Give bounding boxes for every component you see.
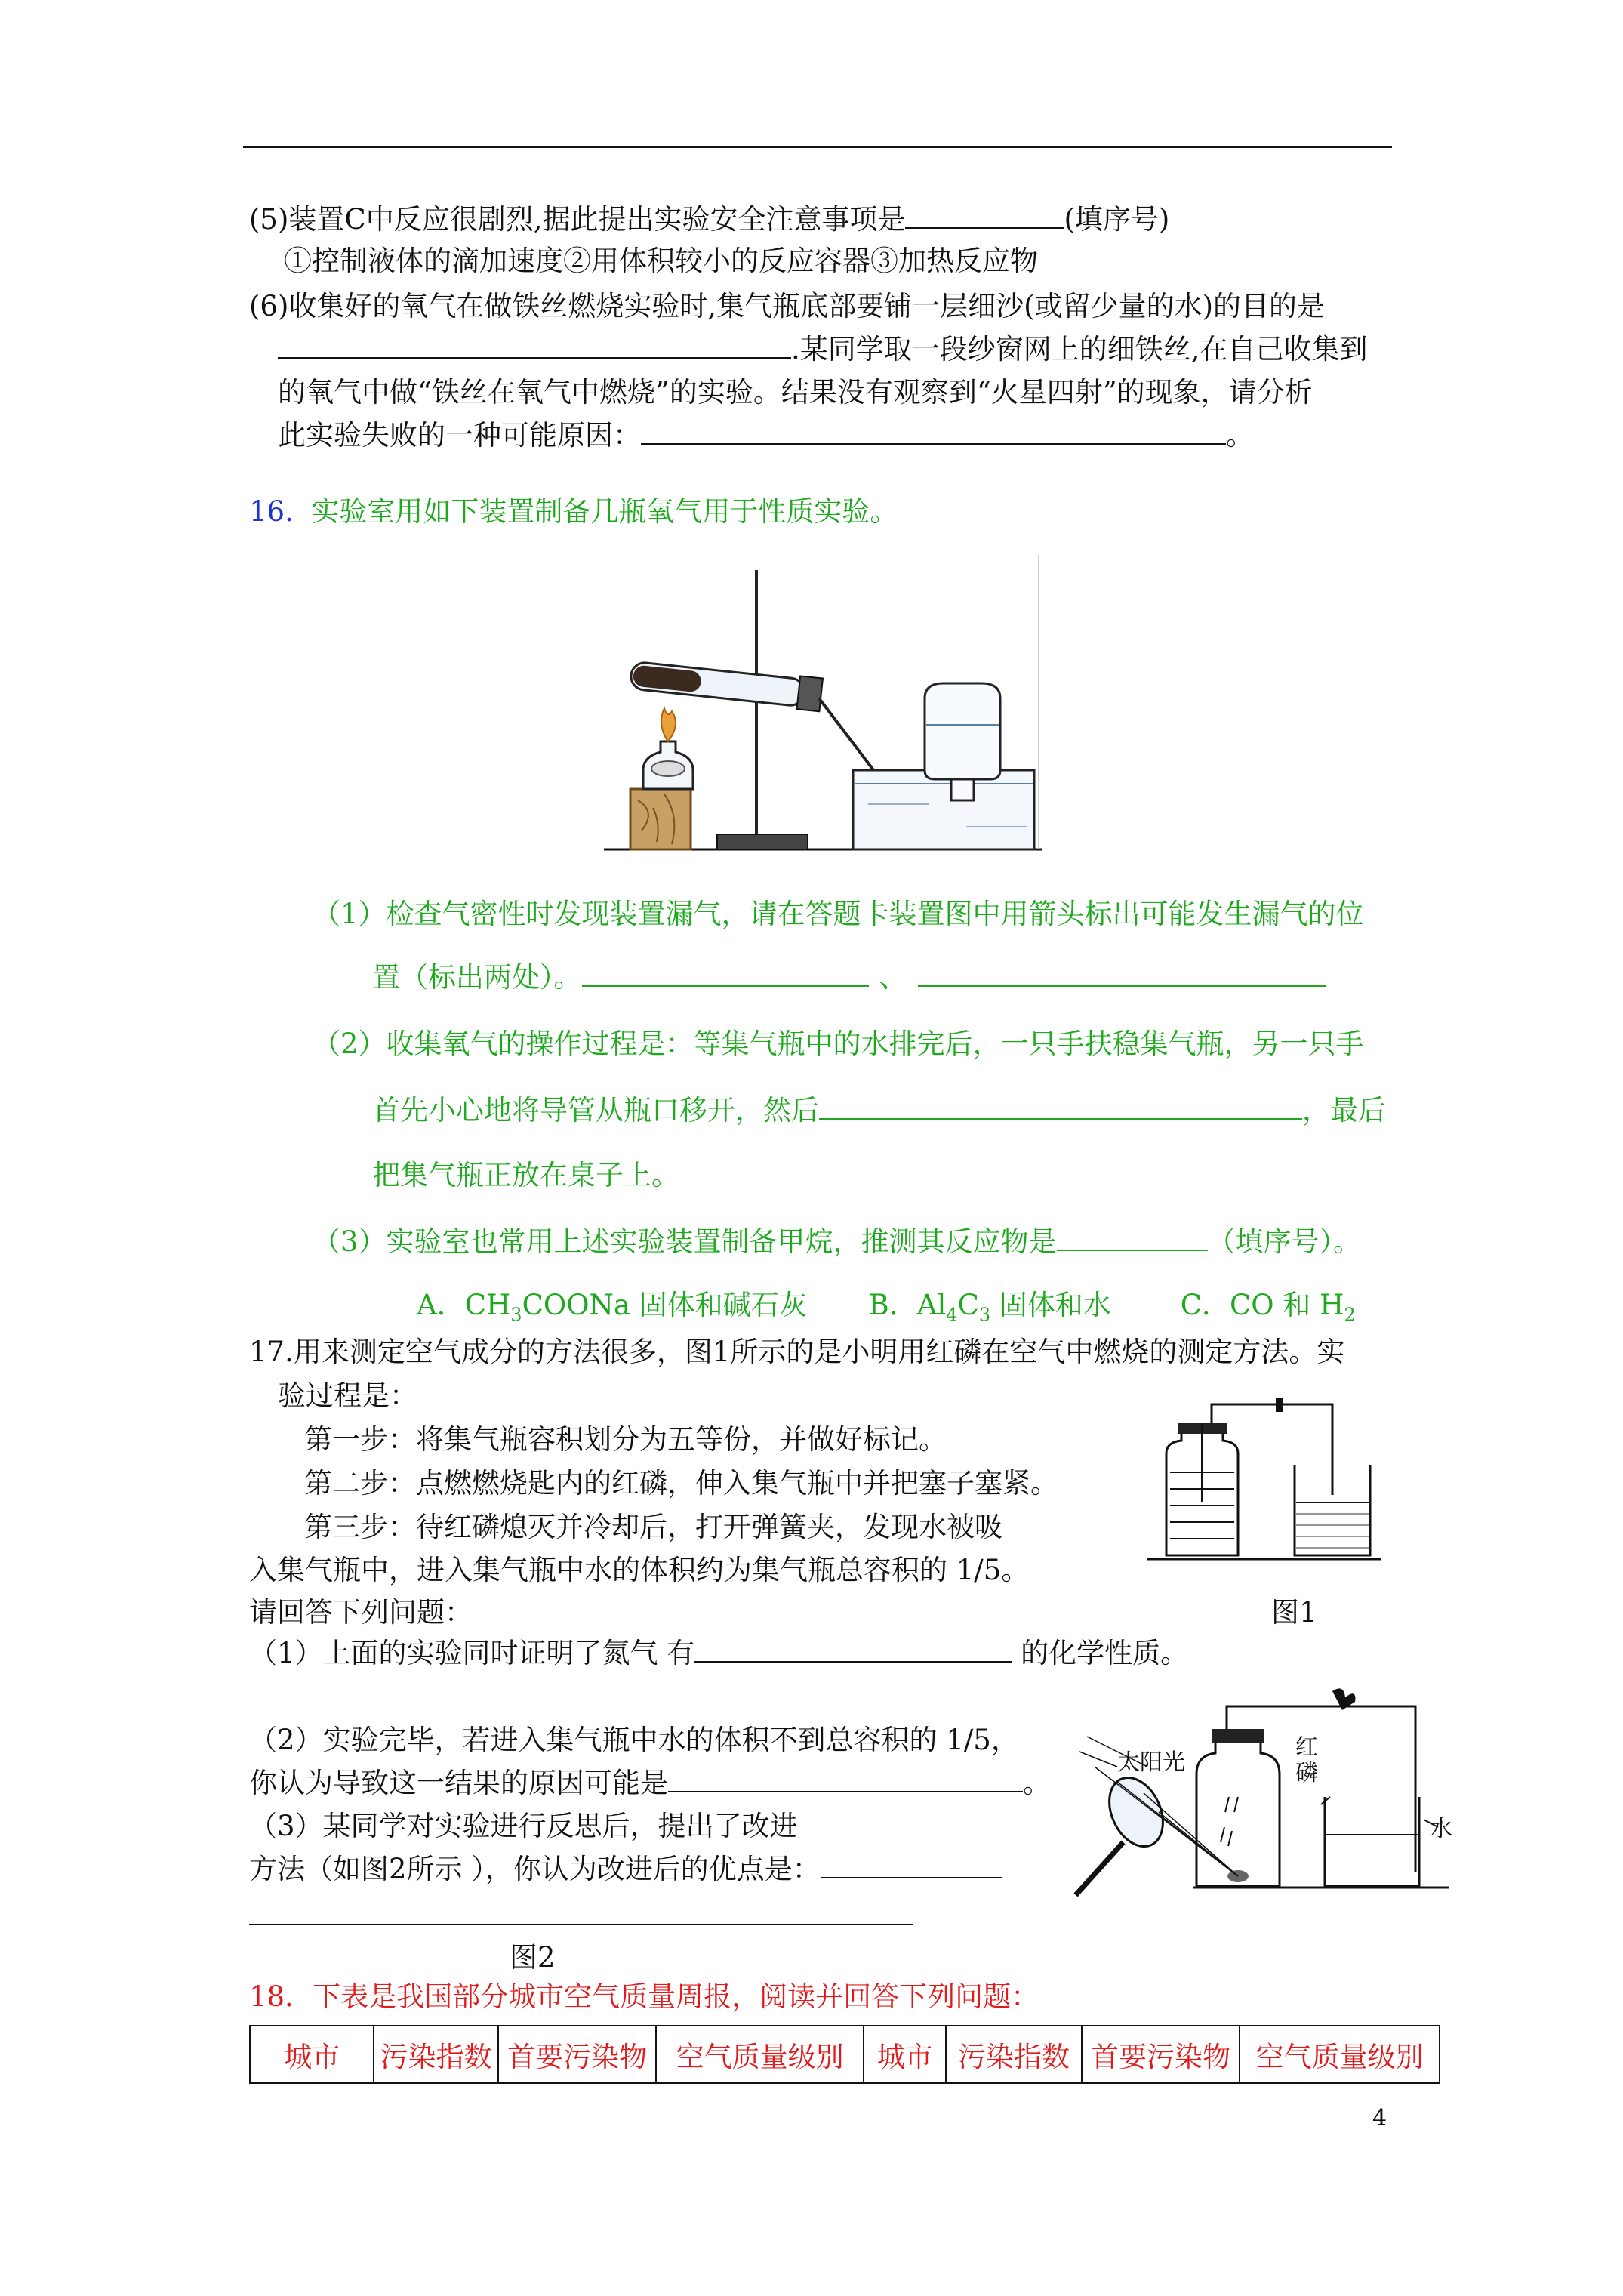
q16-option-a[interactable]: A．$CH_3COONa$ 固体和碱石灰: [417, 1289, 807, 1326]
q18-stem: 18．下表是我国部分城市空气质量周报，阅读并回答下列问题：: [249, 1980, 1039, 2013]
q17-step2: 第二步：点燃燃烧匙内的红磷，伸入集气瓶中并把塞子塞紧。: [304, 1467, 1058, 1499]
q17-fig1-caption: 图1: [1271, 1596, 1317, 1629]
flame: [661, 708, 676, 741]
q16-p2-line2: 首先小心地将导管从瓶口移开，然后 ，最后: [372, 1094, 1386, 1126]
q15-p5: (5)装置C中反应很剧烈,据此提出实验安全注意事项是 (填序号): [249, 203, 1170, 236]
q15-p6-line3: 的氧气中做“铁丝在氧气中燃烧”的实验。结果没有观察到“火星四射”的现象，请分析: [278, 376, 1313, 408]
water-trough: [853, 770, 1034, 849]
q17-line2: 验过程是：: [278, 1379, 417, 1412]
air-quality-table: [249, 2025, 1440, 2084]
iron-stand-base: [717, 834, 808, 849]
label-water: 水: [1430, 1816, 1452, 1842]
q17-p3-line2: 方法（如图2所示 ），你认为改进后的优点是：: [249, 1852, 1002, 1887]
q15-p6-blank1[interactable]: [278, 334, 791, 359]
q16-p3-blank[interactable]: [1057, 1227, 1208, 1251]
q16-stem: 16. 实验室用如下装置制备几瓶氧气用于性质实验。: [249, 495, 898, 528]
q16-p1-blank1[interactable]: [582, 963, 869, 987]
q17-p1-blank[interactable]: [694, 1638, 1012, 1663]
q15-p6-line2: .某同学取一段纱窗网上的细铁丝,在自己收集到: [278, 332, 1368, 367]
q16-option-c[interactable]: C．CO 和 $H_2$: [1180, 1289, 1356, 1326]
q17-p1: （1）上面的实验同时证明了氮气 有 的化学性质。: [249, 1637, 1189, 1669]
q17-p3-blank2[interactable]: [249, 1924, 913, 1925]
q17-step3: 第三步：待红磷熄灭并冷却后，打开弹簧夹，发现水被吸: [304, 1511, 1002, 1543]
label-red-phosphorus-2: 磷: [1295, 1760, 1318, 1786]
header-primary-pollutant-2: 首要污染物: [1082, 2026, 1240, 2083]
wood-block: [630, 789, 691, 849]
q17-figure-2: [1064, 1684, 1457, 1903]
q16-p2-line1: （2）收集氧气的操作过程是：等集气瓶中的水排完后，一只手扶稳集气瓶，另一只手: [313, 1028, 1364, 1060]
header-city-2: 城市: [864, 2026, 946, 2083]
q15-p5-blank[interactable]: [905, 205, 1064, 229]
q16-options: [417, 1288, 1356, 1332]
q16-p3: （3）实验室也常用上述实验装置制备甲烷，推测其反应物是 （填序号）。: [313, 1225, 1362, 1258]
label-sunlight: 太阳光: [1117, 1749, 1185, 1776]
q17-p3-blank1[interactable]: [821, 1854, 1002, 1878]
q17-step3b: 入集气瓶中，进入集气瓶中水的体积约为集气瓶总容积的 1/5。: [249, 1554, 1030, 1586]
table-header-row: [250, 2026, 1440, 2083]
gas-collecting-bottle: [925, 683, 1000, 779]
q16-p2-line3: 把集气瓶正放在桌子上。: [372, 1159, 679, 1191]
header-air-quality-level-1: 空气质量级别: [656, 2026, 864, 2083]
q16-option-b[interactable]: B．$Al_4C_3$ 固体和水: [868, 1289, 1111, 1326]
q17-p2-line2: 你认为导致这一结果的原因可能是 。: [249, 1767, 1051, 1799]
header-pollution-index-1: 污染指数: [374, 2026, 497, 2083]
q17-p2-blank[interactable]: [668, 1768, 1023, 1792]
q17-p3-line1: （3）某同学对实验进行反思后，提出了改进: [249, 1810, 798, 1842]
page-number: 4: [1372, 2105, 1387, 2131]
header-air-quality-level-2: 空气质量级别: [1240, 2026, 1440, 2083]
header-pollution-index-2: 污染指数: [946, 2026, 1081, 2083]
header-city-1: 城市: [250, 2026, 374, 2083]
q17-figure-1: [1140, 1389, 1389, 1563]
q15-p6-line1: (6)收集好的氧气在做铁丝燃烧实验时,集气瓶底部要铺一层细沙(或留少量的水)的目的是: [249, 290, 1326, 322]
q16-p1-blank2[interactable]: [918, 963, 1326, 987]
q16-oxygen-apparatus-figure: [589, 544, 1057, 861]
q17-step1: 第一步：将集气瓶容积划分为五等份，并做好标记。: [304, 1423, 947, 1456]
q17-p2-line1: （2）实验完毕，若进入集气瓶中水的体积不到总容积的 1/5，: [249, 1724, 1019, 1756]
header-rule: [243, 146, 1392, 148]
q17-ask: 请回答下列问题：: [249, 1596, 473, 1629]
header-primary-pollutant-1: 首要污染物: [498, 2026, 657, 2083]
q17-line1: 17.用来测定空气成分的方法很多，图1所示的是小明用红磷在空气中燃烧的测定方法。实: [249, 1336, 1345, 1368]
q16-number: 16.: [249, 495, 294, 528]
q15-p5-options: ①控制液体的滴加速度②用体积较小的反应容器③加热反应物: [284, 245, 1038, 277]
q15-p6-line4: 此实验失败的一种可能原因： 。: [278, 419, 1254, 451]
q16-p2-blank[interactable]: [819, 1096, 1302, 1120]
q16-p1-line2: 置（标出两处）。 、: [372, 960, 1326, 995]
q15-p6-blank2[interactable]: [641, 421, 1226, 445]
q16-p1-line1: （1）检查气密性时发现装置漏气，请在答题卡装置图中用箭头标出可能发生漏气的位: [313, 898, 1364, 930]
label-red-phosphorus-1: 红: [1295, 1734, 1318, 1761]
test-tube: [630, 658, 823, 711]
q17-fig2-caption: 图2: [510, 1941, 556, 1974]
